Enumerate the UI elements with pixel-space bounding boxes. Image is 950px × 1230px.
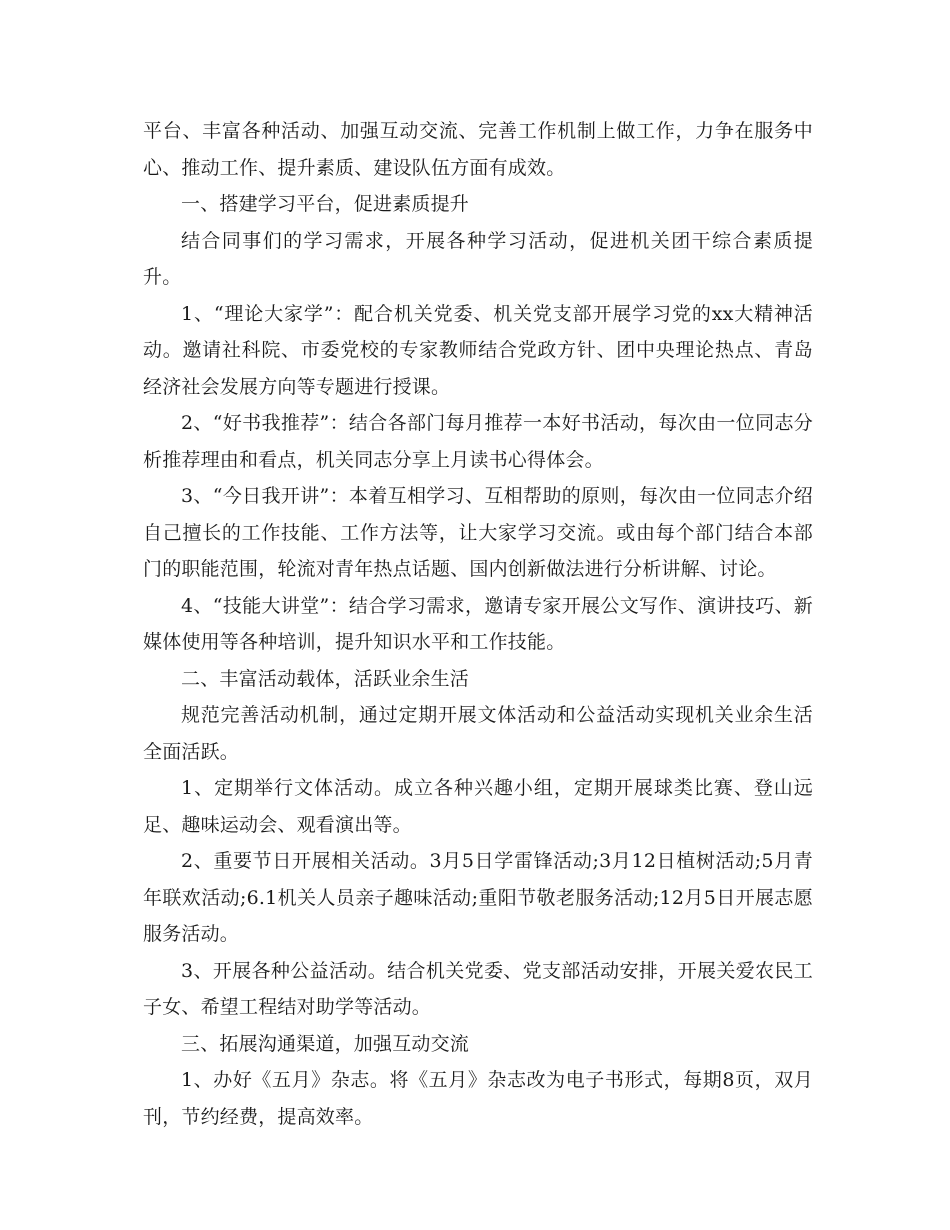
paragraph-intro-continued: 平台、丰富各种活动、加强互动交流、完善工作机制上做工作，力争在服务中心、推动工作、提升素质、建设队伍方面有成效。 [143,120,813,179]
list-item: 1、定期举行文体活动。成立各种兴趣小组，定期开展球类比赛、登山远足、趣味运动会、观看演出等。 [143,777,813,836]
list-item: 1、“理论大家学”：配合机关党委、机关党支部开展学习党的xx大精神活动。邀请社科院、市委党校的专家教师结合党政方针、团中央理论热点、青岛经济社会发展方向等专题进行授课。 [143,302,813,398]
list-item: 2、重要节日开展相关活动。3月5日学雷锋活动;3月12日植树活动;5月青年联欢活动;6.1机关人员亲子趣味活动;重阳节敬老服务活动;12月5日开展志愿服务活动。 [143,850,813,945]
list-item: 1、办好《五月》杂志。将《五月》杂志改为电子书形式，每期8页，双月刊，节约经费，提高效率。 [143,1069,813,1128]
list-item: 3、开展各种公益活动。结合机关党委、党支部活动安排，开展关爱农民工子女、希望工程结对助学等活动。 [143,959,813,1018]
list-item: 3、“今日我开讲”：本着互相学习、互相帮助的原则，每次由一位同志介绍自己擅长的工作技能、工作方法等，让大家学习交流。或由每个部门结合本部门的职能范围，轮流对青年热点话题、国内创新做法进行分析讲解、讨论。 [143,485,813,580]
section-heading-3: 三、拓展沟通渠道，加强互动交流 [181,1032,470,1055]
paragraph: 规范完善活动机制，通过定期开展文体活动和公益活动实现机关业余生活全面活跃。 [143,704,813,763]
document-body [143,113,813,1135]
list-item: 2、“好书我推荐”：结合各部门每月推荐一本好书活动，每次由一位同志分析推荐理由和看点，机关同志分享上月读书心得体会。 [143,412,813,471]
paragraph: 结合同事们的学习需求，开展各种学习活动，促进机关团干综合素质提升。 [143,229,813,288]
section-heading-2: 二、丰富活动载体，活跃业余生活 [181,667,470,690]
list-item: 4、“技能大讲堂”：结合学习需求，邀请专家开展公文写作、演讲技巧、新媒体使用等各种培训，提升知识水平和工作技能。 [143,594,813,653]
section-heading-1: 一、搭建学习平台，促进素质提升 [181,193,470,215]
